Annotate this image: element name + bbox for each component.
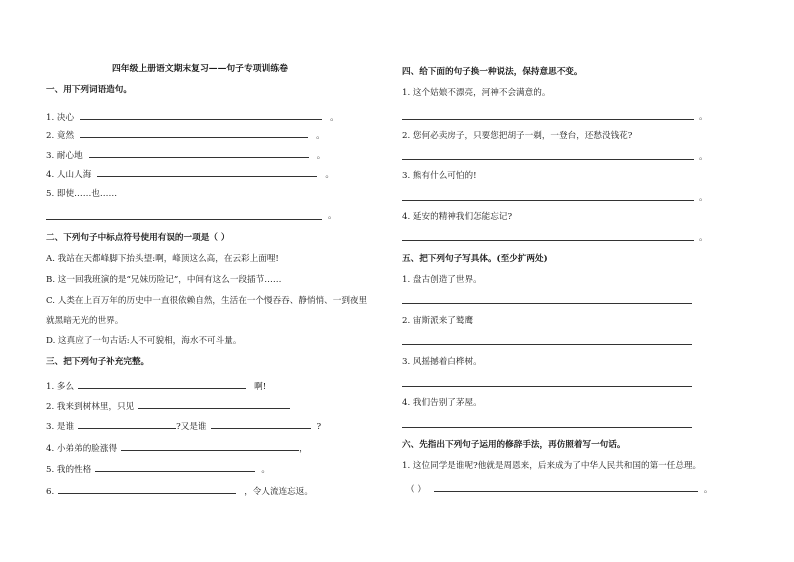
section-5-heading: 五、把下列句子写具体。(至少扩两处) [402,254,548,264]
option-d: D. 这真应了一句古话:人不可貌相，海水不可斗量。 [46,336,242,346]
answer-blank[interactable] [80,128,308,138]
answer-blank[interactable] [434,482,698,492]
section-3-item-2: 2. 我来到树林里，只见 [46,399,290,413]
section-1-item-1: 1. 决心 。 [46,110,339,124]
option-a: A. 我站在天都峰脚下抬头望:啊，峰顶这么高，在云彩上面哩! [46,254,279,264]
option-b: B. 这一回我班演的是“兄妹历险记”，中间有这么一段插节…… [46,275,282,285]
answer-line[interactable] [46,219,322,220]
section-1-heading: 一、用下列词语造句。 [46,85,132,95]
section-3-item-4: 4. 小弟弟的脸涨得 ， [46,441,308,455]
option-c-line-2: 就黑暗无光的世界。 [46,316,124,326]
option-c-line-1: C. 人类在上百万年的历史中一直很依赖自然，生活在一个慢吞吞、静悄悄、一到夜里 [46,296,368,306]
section-6-heading: 六、先指出下列句子运用的修辞手法，再仿照着写一句话。 [402,440,626,450]
answer-line[interactable] [402,119,694,120]
answer-line[interactable] [402,240,694,241]
section-1-item-5: 5. 即使……也…… [46,189,118,199]
section-3-item-6: 6. ，令人流连忘返。 [46,484,313,498]
answer-blank[interactable] [95,462,255,472]
section-3-item-5: 5. 我的性格 。 [46,462,270,476]
section-1-item-2: 2. 竟然 。 [46,128,325,142]
section-1-item-4: 4. 人山人海 。 [46,167,334,181]
answer-line[interactable] [402,344,692,345]
section-3-item-1: 1. 多么 啊! [46,379,266,393]
answer-blank[interactable] [78,419,176,429]
answer-blank[interactable] [97,167,317,177]
section-3-item-3: 3. 是谁 ?又是谁 ? [46,419,321,433]
section-4-item-2: 2. 您何必卖房子，只要您把胡子一剃，一登台，还愁没钱花? [402,131,633,141]
answer-line[interactable] [402,303,692,304]
answer-blank[interactable] [78,379,246,389]
answer-blank[interactable] [121,441,299,451]
section-4-item-1: 1. 这个姑娘不漂亮，河神不会满意的。 [402,88,551,98]
section-5-item-3: 3. 风摇撼着白桦树。 [402,357,482,367]
section-5-item-2: 2. 宙斯派来了鹫鹰 [402,316,474,326]
answer-line[interactable] [402,159,694,160]
section-6-item-1: 1. 这位同学是谁呢?他就是周恩来，后来成为了中华人民共和国的第一任总理。 [402,461,702,471]
page-title: 四年级上册语文期末复习——句子专项训练卷 [112,64,288,74]
section-2-heading: 二、下列句子中标点符号使用有误的一项是（ ） [46,233,230,243]
answer-line[interactable] [402,427,692,428]
section-3-heading: 三、把下列句子补充完整。 [46,357,150,367]
rhetoric-paren-blank[interactable]: （ ） [406,485,426,495]
answer-line[interactable] [402,200,694,201]
section-4-item-4: 4. 延安的精神我们怎能忘记? [402,212,513,222]
answer-blank[interactable] [89,148,309,158]
rhetoric-answer-row: （ ） 。 [406,482,713,496]
answer-blank[interactable] [138,399,290,409]
section-5-item-1: 1. 盘古创造了世界。 [402,275,482,285]
answer-line[interactable] [402,386,692,387]
answer-blank[interactable] [58,484,236,494]
section-5-item-4: 4. 我们告别了茅屋。 [402,398,482,408]
answer-blank[interactable] [80,110,322,120]
section-4-heading: 四、给下面的句子换一种说法，保持意思不变。 [402,67,583,77]
section-1-item-3: 3. 耐心地 。 [46,148,325,162]
section-4-item-3: 3. 熊有什么可怕的! [402,171,477,181]
answer-blank[interactable] [211,419,311,429]
